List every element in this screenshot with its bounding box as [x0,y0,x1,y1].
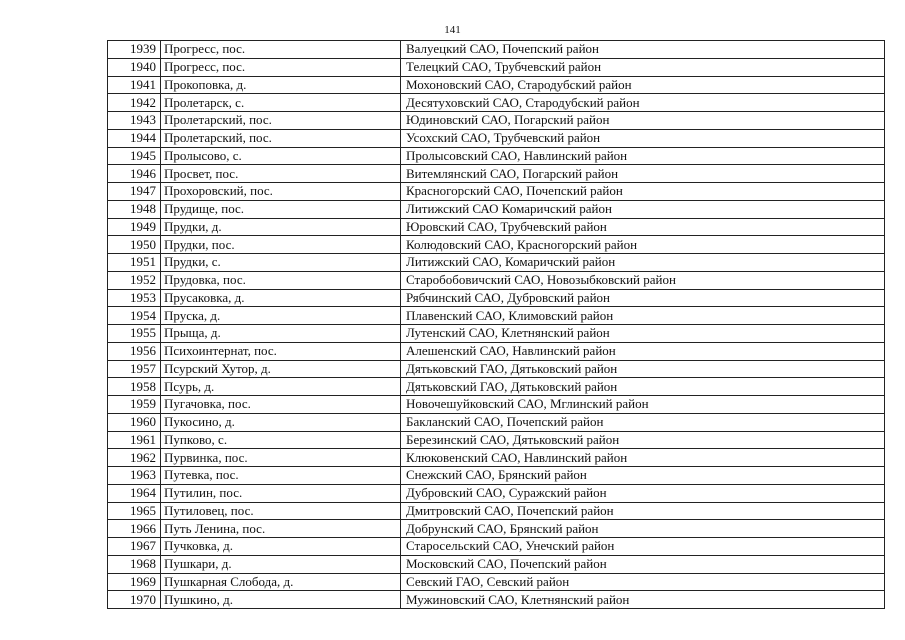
administrative-district: Севский ГАО, Севский район [401,573,885,591]
table-row [108,218,885,236]
administrative-district: Литижский САО, Комаричский район [401,254,885,272]
administrative-district: Мужиновский САО, Клетнянский район [401,591,885,609]
administrative-district: Колюдовский САО, Красногорский район [401,236,885,254]
row-number: 1941 [108,76,161,94]
row-number: 1956 [108,342,161,360]
administrative-district: Алешенский САО, Навлинский район [401,342,885,360]
administrative-district: Витемлянский САО, Погарский район [401,165,885,183]
settlement-name: Прудки, д. [161,218,401,236]
administrative-district: Дятьковский ГАО, Дятьковский район [401,360,885,378]
administrative-district: Пролысовский САО, Навлинский район [401,147,885,165]
settlement-name: Прыща, д. [161,325,401,343]
administrative-district: Снежский САО, Брянский район [401,467,885,485]
table-row [108,484,885,502]
administrative-district: Бакланский САО, Почепский район [401,413,885,431]
settlement-name: Пролетарский, пос. [161,112,401,130]
table-row [108,289,885,307]
settlement-name: Псурский Хутор, д. [161,360,401,378]
administrative-district: Дубровский САО, Суражский район [401,484,885,502]
row-number: 1957 [108,360,161,378]
row-number: 1966 [108,520,161,538]
settlement-name: Пушкарная Слобода, д. [161,573,401,591]
settlements-table [107,40,885,609]
row-number: 1949 [108,218,161,236]
settlement-name: Прогресс, пос. [161,58,401,76]
table-row [108,396,885,414]
administrative-district: Усохский САО, Трубчевский район [401,129,885,147]
settlement-name: Пурвинка, пос. [161,449,401,467]
settlement-name: Путевка, пос. [161,467,401,485]
page-number: 141 [444,24,461,36]
table-row [108,76,885,94]
administrative-district: Березинский САО, Дятьковский район [401,431,885,449]
administrative-district: Десятуховский САО, Стародубский район [401,94,885,112]
settlement-name: Прусаковка, д. [161,289,401,307]
administrative-district: Лутенский САО, Клетнянский район [401,325,885,343]
row-number: 1943 [108,112,161,130]
settlement-name: Прогресс, пос. [161,41,401,59]
table-row [108,431,885,449]
table-row [108,360,885,378]
table-row [108,183,885,201]
row-number: 1967 [108,538,161,556]
row-number: 1961 [108,431,161,449]
settlement-name: Прудовка, пос. [161,271,401,289]
table-body [108,41,885,609]
settlement-name: Пролетарск, с. [161,94,401,112]
settlement-name: Прудки, с. [161,254,401,272]
row-number: 1970 [108,591,161,609]
administrative-district: Юдиновский САО, Погарский район [401,112,885,130]
settlement-name: Пушкари, д. [161,555,401,573]
table-row [108,555,885,573]
settlement-name: Прохоровский, пос. [161,183,401,201]
row-number: 1948 [108,200,161,218]
settlement-name: Пролысово, с. [161,147,401,165]
table-row [108,112,885,130]
table-row [108,538,885,556]
row-number: 1950 [108,236,161,254]
row-number: 1953 [108,289,161,307]
settlement-name: Просвет, пос. [161,165,401,183]
row-number: 1946 [108,165,161,183]
table-row [108,165,885,183]
administrative-district: Мохоновский САО, Стародубский район [401,76,885,94]
administrative-district: Юровский САО, Трубчевский район [401,218,885,236]
table-row [108,236,885,254]
row-number: 1959 [108,396,161,414]
settlement-name: Псурь, д. [161,378,401,396]
table-row [108,591,885,609]
administrative-district: Валуецкий САО, Почепский район [401,41,885,59]
row-number: 1969 [108,573,161,591]
settlement-name: Пукосино, д. [161,413,401,431]
settlement-name: Прудки, пос. [161,236,401,254]
settlement-name: Пупково, с. [161,431,401,449]
settlement-name: Прокоповка, д. [161,76,401,94]
row-number: 1947 [108,183,161,201]
table-row [108,94,885,112]
table-row [108,58,885,76]
row-number: 1964 [108,484,161,502]
settlement-name: Психоинтернат, пос. [161,342,401,360]
row-number: 1963 [108,467,161,485]
table-row [108,41,885,59]
row-number: 1945 [108,147,161,165]
administrative-district: Плавенский САО, Климовский район [401,307,885,325]
settlement-name: Путь Ленина, пос. [161,520,401,538]
table-row [108,129,885,147]
administrative-district: Добрунский САО, Брянский район [401,520,885,538]
table-row [108,254,885,272]
settlement-name: Путиловец, пос. [161,502,401,520]
administrative-district: Литижский САО Комаричский район [401,200,885,218]
table-row [108,271,885,289]
table-row [108,325,885,343]
row-number: 1952 [108,271,161,289]
table-row [108,378,885,396]
row-number: 1939 [108,41,161,59]
settlement-name: Пушкино, д. [161,591,401,609]
administrative-district: Дятьковский ГАО, Дятьковский район [401,378,885,396]
table-row [108,449,885,467]
administrative-district: Новочешуйковский САО, Мглинский район [401,396,885,414]
administrative-district: Московский САО, Почепский район [401,555,885,573]
table-row [108,573,885,591]
row-number: 1955 [108,325,161,343]
table-row [108,200,885,218]
table-row [108,307,885,325]
table-row [108,413,885,431]
row-number: 1965 [108,502,161,520]
administrative-district: Дмитровский САО, Почепский район [401,502,885,520]
administrative-district: Телецкий САО, Трубчевский район [401,58,885,76]
row-number: 1958 [108,378,161,396]
table-row [108,147,885,165]
administrative-district: Клюковенский САО, Навлинский район [401,449,885,467]
row-number: 1942 [108,94,161,112]
row-number: 1951 [108,254,161,272]
row-number: 1960 [108,413,161,431]
administrative-district: Старосельский САО, Унечский район [401,538,885,556]
row-number: 1962 [108,449,161,467]
table-row [108,502,885,520]
administrative-district: Рябчинский САО, Дубровский район [401,289,885,307]
administrative-district: Старобобовичский САО, Новозыбковский район [401,271,885,289]
table-row [108,520,885,538]
settlement-name: Путилин, пос. [161,484,401,502]
settlement-name: Пролетарский, пос. [161,129,401,147]
settlement-name: Прудище, пос. [161,200,401,218]
settlement-name: Пучковка, д. [161,538,401,556]
table-row [108,467,885,485]
row-number: 1944 [108,129,161,147]
administrative-district: Красногорский САО, Почепский район [401,183,885,201]
table-row [108,342,885,360]
settlement-name: Пруска, д. [161,307,401,325]
row-number: 1954 [108,307,161,325]
row-number: 1968 [108,555,161,573]
row-number: 1940 [108,58,161,76]
settlement-name: Пугачовка, пос. [161,396,401,414]
